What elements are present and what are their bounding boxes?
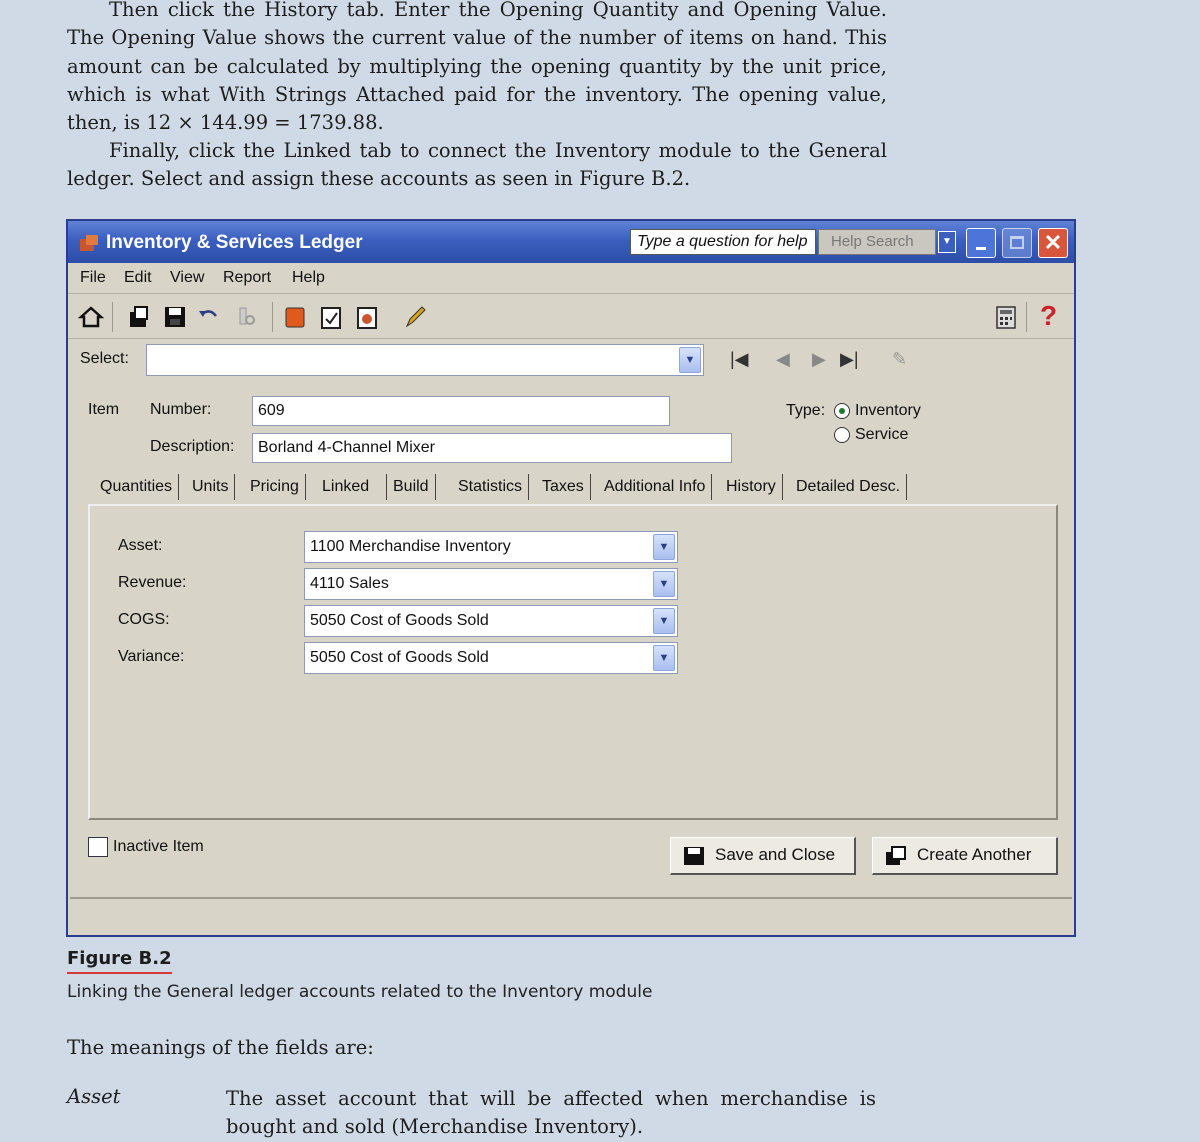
status-bar [70, 897, 1072, 933]
type-service-label: Service [855, 426, 909, 443]
tab-detailed-desc[interactable]: Detailed Desc. [790, 474, 907, 500]
type-inventory-label: Inventory [855, 402, 921, 419]
create-icon [885, 846, 907, 866]
variance-label: Variance: [118, 648, 185, 665]
maximize-button[interactable] [1002, 228, 1032, 258]
chevron-down-icon[interactable]: ▼ [653, 645, 675, 671]
help-question-icon[interactable]: ? [1040, 300, 1058, 331]
find-record-icon[interactable]: ✎ [892, 349, 908, 369]
toolbar [68, 294, 1074, 339]
menu-view[interactable]: View [170, 269, 205, 286]
tab-units[interactable]: Units [186, 474, 235, 500]
menu-bar [68, 263, 1074, 294]
report-icon[interactable] [354, 304, 380, 330]
last-record-icon[interactable]: ▶| [840, 349, 859, 369]
tab-linked[interactable]: Linked [322, 478, 370, 495]
select-label: Select: [80, 350, 129, 367]
intro-paragraph-2: Finally, click the Linked tab to connect the Inventory module to the General ledger. Select and assign these accounts as seen in Figure B.2. [67, 139, 887, 191]
figure-caption-title: Figure B.2 [67, 948, 172, 974]
close-button[interactable]: ✕ [1038, 228, 1068, 258]
item-description-label: Description: [150, 438, 235, 455]
menu-edit[interactable]: Edit [124, 269, 152, 286]
menu-report[interactable]: Report [223, 269, 272, 286]
inactive-item-checkbox[interactable] [88, 837, 108, 857]
definition-text: The asset account that will be affected when merchandise is bought and sold (Merchandise Inventory). [226, 1087, 876, 1139]
tab-quantities[interactable]: Quantities [94, 474, 179, 500]
tab-additional-info[interactable]: Additional Info [598, 474, 712, 500]
select-row [68, 339, 1074, 381]
chevron-down-icon[interactable]: ▼ [679, 347, 701, 373]
clipboard-icon[interactable] [318, 304, 344, 330]
definition-term: Asset [67, 1085, 121, 1108]
intro-paragraph-1: Then click the History tab. Enter the Opening Quantity and Opening Value. The Opening Value shows the current value of the number of items on hand. This amount can be calculated by multiplying the opening quantity by the unit price, which is what With Strings Attached paid for the inventory. The opening value, then, is 12 × 144.99 = 1739.88. [67, 0, 887, 135]
tab-statistics[interactable]: Statistics [452, 474, 529, 500]
minimize-button[interactable] [966, 228, 996, 258]
calculator-icon[interactable] [993, 304, 1019, 330]
chevron-down-icon[interactable]: ▼ [653, 534, 675, 560]
create-icon[interactable] [126, 304, 152, 330]
asset-account-select[interactable]: 1100 Merchandise Inventory ▼ [304, 531, 678, 563]
create-another-button[interactable]: Create Another [872, 837, 1058, 875]
inventory-ledger-window [66, 219, 1076, 937]
save-icon [683, 846, 705, 866]
tab-history[interactable]: History [720, 474, 783, 500]
variance-account-select[interactable]: 5050 Cost of Goods Sold ▼ [304, 642, 678, 674]
title-bar[interactable] [68, 221, 1074, 263]
lookup-icon[interactable] [232, 304, 258, 330]
edit-pencil-icon[interactable] [402, 304, 428, 330]
cogs-label: COGS: [118, 611, 170, 628]
select-combobox[interactable] [146, 344, 704, 376]
tab-taxes[interactable]: Taxes [536, 474, 591, 500]
cogs-account-select[interactable]: 5050 Cost of Goods Sold ▼ [304, 605, 678, 637]
item-section-label: Item [88, 401, 120, 418]
figure-caption-text: Linking the General ledger accounts related to the Inventory module [67, 982, 653, 1002]
linked-tab-panel [88, 504, 1058, 820]
home-icon[interactable] [78, 304, 104, 330]
app-icon [78, 233, 100, 253]
tab-build[interactable]: Build [386, 474, 436, 500]
item-number-label: Number: [150, 401, 212, 418]
help-dropdown-icon[interactable]: ▼ [938, 231, 956, 253]
tab-pricing[interactable]: Pricing [244, 474, 306, 500]
first-record-icon[interactable]: |◀ [730, 349, 749, 369]
chevron-down-icon[interactable]: ▼ [653, 608, 675, 634]
item-number-input[interactable]: 609 [252, 396, 670, 426]
item-description-input[interactable]: Borland 4-Channel Mixer [252, 433, 732, 463]
chevron-down-icon[interactable]: ▼ [653, 571, 675, 597]
previous-record-icon[interactable]: ◀ [776, 349, 790, 369]
inactive-item-label: Inactive Item [113, 838, 204, 855]
help-search-button[interactable]: Help Search [818, 229, 936, 255]
record-icon[interactable] [282, 304, 308, 330]
revenue-label: Revenue: [118, 574, 187, 591]
help-question-input[interactable]: Type a question for help [630, 229, 816, 255]
save-icon[interactable] [162, 304, 188, 330]
revenue-account-select[interactable]: 4110 Sales ▼ [304, 568, 678, 600]
menu-file[interactable]: File [80, 269, 106, 286]
next-record-icon[interactable]: ▶ [812, 349, 826, 369]
type-inventory-radio[interactable] [834, 403, 850, 419]
save-and-close-button[interactable]: Save and Close [670, 837, 856, 875]
type-service-radio[interactable] [834, 427, 850, 443]
undo-icon[interactable] [196, 304, 222, 330]
window-title: Inventory & Services Ledger [106, 232, 363, 253]
type-label: Type: [786, 402, 826, 419]
meanings-intro: The meanings of the fields are: [67, 1036, 374, 1059]
menu-help[interactable]: Help [292, 269, 325, 286]
asset-label: Asset: [118, 537, 163, 554]
